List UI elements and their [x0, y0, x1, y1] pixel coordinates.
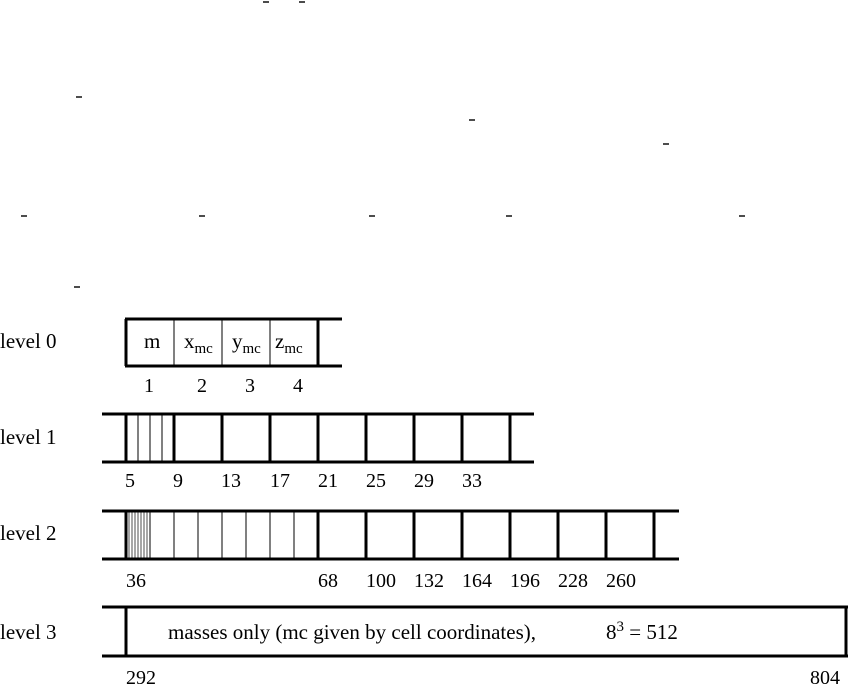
level-2-index: 164	[462, 570, 492, 592]
cell-z-mc: $z_{mc}$	[275, 329, 303, 357]
level-1-index: 13	[221, 470, 241, 492]
level-3-formula: $8^3 = 512$	[606, 619, 678, 644]
level-1-label: level 1	[0, 425, 57, 449]
level-1-array	[102, 414, 534, 462]
level-1-index: 17	[270, 470, 290, 492]
level-3-description: masses only (mc given by cell coordinates),	[168, 620, 536, 644]
level-2-row	[0, 511, 679, 592]
level-2-index: 132	[414, 570, 444, 592]
level-2-index: 36	[126, 570, 146, 592]
level-3-row	[0, 607, 848, 686]
level-0-index: 1	[144, 375, 154, 397]
level-0-label: level 0	[0, 329, 57, 353]
level-1-index: 5	[125, 470, 135, 492]
level-1-index: 29	[414, 470, 434, 492]
level-1-index: 21	[318, 470, 338, 492]
cell-y-mc: $y_{mc}$	[232, 329, 261, 357]
level-2-index: 260	[606, 570, 636, 592]
level-1-index: 25	[366, 470, 386, 492]
level-0-index: 2	[197, 375, 207, 397]
level-1-row	[0, 414, 534, 492]
level-2-array	[102, 511, 679, 559]
stray-marks	[21, 2, 745, 287]
cell-mass: m	[144, 329, 161, 353]
level-2-index: 196	[510, 570, 540, 592]
level-3-index: 292	[126, 667, 156, 686]
cell-x-mc: $x_{mc}$	[184, 329, 213, 357]
level-2-label: level 2	[0, 521, 57, 545]
level-2-index: 100	[366, 570, 396, 592]
level-3-index: 804	[810, 667, 840, 686]
level-1-index: 9	[173, 470, 183, 492]
level-2-index: 228	[558, 570, 588, 592]
level-0-index: 4	[293, 375, 303, 397]
level-0-row	[0, 319, 342, 397]
level-3-label: level 3	[0, 620, 57, 644]
level-0-index: 3	[245, 375, 255, 397]
level-1-index: 33	[462, 470, 482, 492]
level-2-index: 68	[318, 570, 338, 592]
